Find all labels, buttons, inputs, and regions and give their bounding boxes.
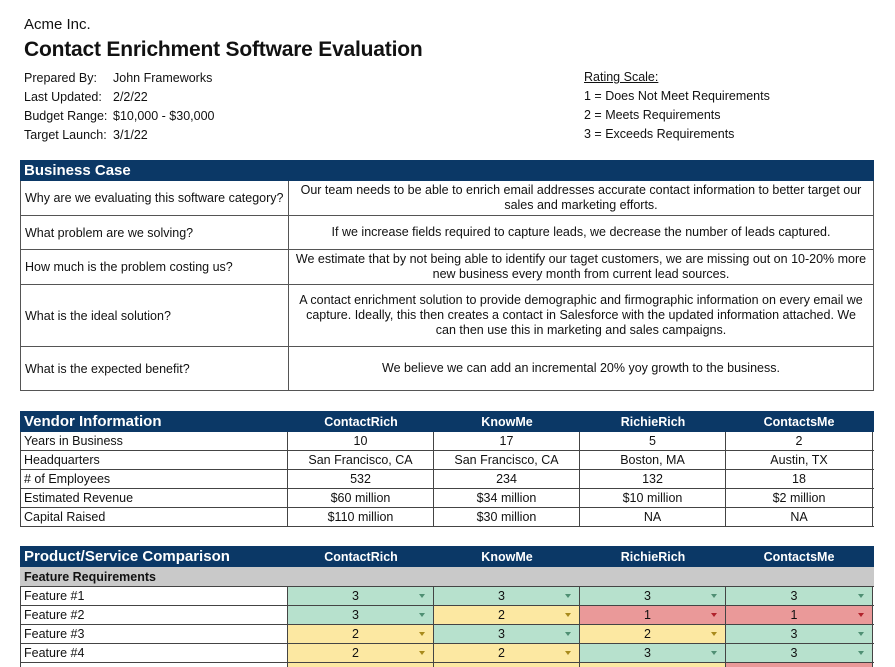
dropdown-caret-icon[interactable]: [711, 651, 717, 655]
dropdown-caret-icon[interactable]: [565, 613, 571, 617]
vendor-column-header: RichieRich: [620, 414, 686, 429]
table-row: [20, 587, 874, 606]
rating-value: 2: [498, 646, 505, 660]
vendor-column-header: ContactRich: [324, 549, 398, 564]
rating-scale-item: 1 = Does Not Meet Requirements: [584, 89, 770, 103]
question-cell[interactable]: What problem are we solving?: [21, 216, 289, 249]
rating-dropdown[interactable]: [434, 663, 580, 667]
row-label[interactable]: Feature #2: [21, 606, 288, 624]
row-label[interactable]: [21, 663, 288, 667]
section-title: Vendor Information: [24, 413, 162, 430]
rating-dropdown[interactable]: [580, 644, 726, 662]
rating-dropdown[interactable]: [580, 663, 726, 667]
rating-value: 2: [352, 627, 359, 641]
page-title: Contact Enrichment Software Evaluation: [24, 38, 423, 61]
question-cell[interactable]: What is the ideal solution?: [21, 285, 289, 346]
answer-cell[interactable]: Our team needs to be able to enrich email addresses accurate contact information to better target our sales and marketing efforts.: [300, 183, 862, 212]
section-title: Product/Service Comparison: [24, 548, 230, 565]
question-cell[interactable]: How much is the problem costing us?: [21, 250, 289, 284]
meta-value[interactable]: 2/2/22: [113, 89, 148, 104]
product-comparison-section: [20, 546, 874, 667]
rating-dropdown[interactable]: [726, 625, 873, 643]
rating-dropdown[interactable]: [434, 644, 580, 662]
value-cell[interactable]: 532: [288, 470, 434, 488]
business-case-header: [20, 160, 874, 181]
meta-value[interactable]: $10,000 - $30,000: [113, 108, 215, 123]
vendor-column-header: ContactsMe: [763, 549, 835, 564]
row-label[interactable]: Feature #4: [21, 644, 288, 662]
table-row: [20, 606, 874, 625]
vendor-column-header: RichieRich: [620, 549, 686, 564]
value-cell[interactable]: NA: [726, 508, 873, 526]
meta-value[interactable]: 3/1/22: [113, 127, 148, 142]
vendor-column-header: ContactRich: [324, 414, 398, 429]
value-cell[interactable]: $30 million: [434, 508, 580, 526]
dropdown-caret-icon[interactable]: [711, 594, 717, 598]
dropdown-caret-icon[interactable]: [711, 613, 717, 617]
rating-dropdown[interactable]: [726, 644, 873, 662]
meta-label: Prepared By:: [24, 70, 97, 85]
row-label[interactable]: Headquarters: [21, 451, 288, 469]
table-row: [20, 489, 874, 508]
rating-value: 1: [644, 608, 651, 622]
rating-value: 3: [498, 589, 505, 603]
rating-dropdown[interactable]: [288, 644, 434, 662]
vendor-column-header: KnowMe: [481, 549, 533, 564]
value-cell[interactable]: 132: [580, 470, 726, 488]
value-cell[interactable]: $2 million: [726, 489, 873, 507]
question-cell[interactable]: What is the expected benefit?: [21, 347, 289, 390]
section-title: Business Case: [24, 162, 131, 179]
dropdown-caret-icon[interactable]: [419, 651, 425, 655]
rating-scale: [584, 68, 770, 144]
row-label[interactable]: # of Employees: [21, 470, 288, 488]
rating-value: 2: [644, 627, 651, 641]
row-label[interactable]: Capital Raised: [21, 508, 288, 526]
value-cell[interactable]: San Francisco, CA: [434, 451, 580, 469]
rating-value: 3: [644, 589, 651, 603]
dropdown-caret-icon[interactable]: [858, 594, 864, 598]
business-case-table: [20, 181, 874, 391]
row-label[interactable]: Feature #1: [21, 587, 288, 605]
rating-dropdown[interactable]: [288, 625, 434, 643]
value-cell[interactable]: NA: [580, 508, 726, 526]
value-cell[interactable]: 10: [288, 432, 434, 450]
rating-dropdown[interactable]: [726, 606, 873, 624]
table-row: [20, 432, 874, 451]
dropdown-caret-icon[interactable]: [858, 651, 864, 655]
meta-label: Budget Range:: [24, 108, 108, 123]
rating-dropdown[interactable]: [434, 625, 580, 643]
rating-scale-item: 2 = Meets Requirements: [584, 108, 721, 122]
dropdown-caret-icon[interactable]: [419, 613, 425, 617]
table-row: [20, 470, 874, 489]
value-cell[interactable]: 2: [726, 432, 873, 450]
vendor-information-section: [20, 411, 874, 527]
rating-value: 1: [790, 608, 798, 622]
dropdown-caret-icon[interactable]: [419, 632, 425, 636]
business-case-section: [20, 160, 874, 391]
document-meta: [24, 68, 214, 144]
rating-dropdown[interactable]: [580, 587, 726, 605]
rating-dropdown[interactable]: [580, 625, 726, 643]
meta-last-updated: [24, 87, 214, 106]
rating-value: 3: [790, 646, 798, 660]
answer-cell[interactable]: We believe we can add an incremental 20% yoy growth to the business.: [382, 361, 780, 375]
table-row: [21, 216, 873, 250]
rating-value: 2: [352, 646, 359, 660]
row-label[interactable]: Years in Business: [21, 432, 288, 450]
vendor-information-header: [20, 411, 874, 432]
company-name: Acme Inc.: [24, 16, 91, 33]
meta-target-launch: [24, 125, 214, 144]
dropdown-caret-icon[interactable]: [711, 632, 717, 636]
rating-dropdown[interactable]: [434, 587, 580, 605]
table-row: [20, 644, 874, 663]
answer-cell[interactable]: A contact enrichment solution to provide demographic and firmographic information on every email we capture. Ideally, this then creates a contact in Salesforce with the updated information attached. We can then use this in marketing and sales campaigns.: [299, 293, 863, 337]
meta-value[interactable]: John Frameworks: [113, 70, 213, 85]
value-cell[interactable]: 5: [580, 432, 726, 450]
rating-value: 3: [352, 608, 359, 622]
answer-cell[interactable]: If we increase fields required to capture leads, we decrease the number of leads captured.: [331, 225, 831, 239]
value-cell[interactable]: 18: [726, 470, 873, 488]
question-cell[interactable]: Why are we evaluating this software category?: [21, 181, 289, 215]
table-row: [21, 285, 873, 347]
rating-dropdown[interactable]: [434, 606, 580, 624]
value-cell[interactable]: 234: [434, 470, 580, 488]
meta-label: Target Launch:: [24, 127, 107, 142]
rating-value: 2: [498, 608, 505, 622]
rating-dropdown[interactable]: [288, 587, 434, 605]
rating-scale-item: 3 = Exceeds Requirements: [584, 127, 735, 141]
feature-requirements-subheader: Feature Requirements: [20, 567, 874, 587]
rating-dropdown[interactable]: [726, 663, 873, 667]
value-cell[interactable]: Austin, TX: [726, 451, 873, 469]
table-row-partial: [20, 663, 874, 667]
table-row: [21, 250, 873, 285]
rating-dropdown[interactable]: [580, 606, 726, 624]
value-cell[interactable]: Boston, MA: [580, 451, 726, 469]
rating-dropdown[interactable]: [288, 663, 434, 667]
dropdown-caret-icon[interactable]: [858, 613, 864, 617]
value-cell[interactable]: San Francisco, CA: [288, 451, 434, 469]
table-row: [21, 181, 873, 216]
rating-scale-title: Rating Scale:: [584, 70, 659, 84]
rating-value: 3: [352, 589, 359, 603]
table-row: [20, 451, 874, 470]
meta-prepared-by: [24, 68, 214, 87]
rating-value: 3: [498, 627, 505, 641]
row-label[interactable]: Estimated Revenue: [21, 489, 288, 507]
value-cell[interactable]: 17: [434, 432, 580, 450]
table-row: [20, 508, 874, 527]
value-cell[interactable]: $34 million: [434, 489, 580, 507]
table-row: [21, 347, 873, 391]
value-cell[interactable]: $10 million: [580, 489, 726, 507]
table-row: [20, 625, 874, 644]
rating-value: 3: [790, 627, 798, 641]
product-comparison-header: [20, 546, 874, 567]
value-cell[interactable]: $110 million: [288, 508, 434, 526]
rating-dropdown[interactable]: [288, 606, 434, 624]
dropdown-caret-icon[interactable]: [419, 594, 425, 598]
vendor-column-header: ContactsMe: [763, 414, 835, 429]
rating-value: 3: [790, 589, 798, 603]
value-cell[interactable]: $60 million: [288, 489, 434, 507]
dropdown-caret-icon[interactable]: [565, 594, 571, 598]
meta-budget-range: [24, 106, 214, 125]
rating-value: 3: [644, 646, 651, 660]
dropdown-caret-icon[interactable]: [565, 632, 571, 636]
dropdown-caret-icon[interactable]: [565, 651, 571, 655]
row-label[interactable]: Feature #3: [21, 625, 288, 643]
answer-cell[interactable]: We estimate that by not being able to identify our taget customers, we are missing out on 10-20% more new business every month from current lead sources.: [295, 252, 867, 281]
rating-dropdown[interactable]: [726, 587, 873, 605]
dropdown-caret-icon[interactable]: [858, 632, 864, 636]
vendor-column-header: KnowMe: [481, 414, 533, 429]
meta-label: Last Updated:: [24, 89, 102, 104]
